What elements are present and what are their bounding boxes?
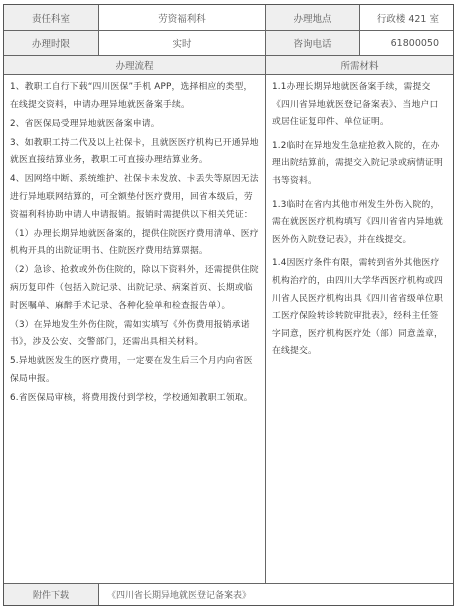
download-label: 附件下载 — [4, 584, 98, 605]
process-item: 4、因网络中断、系统维护、社保卡未发放、卡丢失等原因无法进行异地联网结算的，可全额垫付医疗费用，回省本级后，劳资福利科协助申请人申请报销。报销时需提供以下相关凭证： — [10, 174, 259, 220]
process-item: 5.异地就医发生的医疗费用，一定要在发生后三个月内向省医保局申报。 — [10, 356, 253, 384]
office-value: 劳资福利科 — [98, 5, 265, 30]
materials-title: 所需材料 — [265, 56, 453, 74]
content-row — [4, 75, 453, 584]
process-item: 6.省医保局审核，将费用拨付到学校，学校通知教职工领取。 — [10, 393, 253, 404]
download-link[interactable]: 《四川省长期异地就医登记备案表》 — [98, 584, 453, 605]
process-item: 2、省医保局受理异地就医备案申请。 — [10, 118, 160, 129]
service-guide-table — [3, 4, 454, 606]
material-item: 1.4因医疗条件有限，需转到省外其他医疗机构治疗的，由四川大学华西医疗机构或四川省人民医疗机构出具《四川省省级单位职工医疗保险转诊转院审批表》，经科主任签字同意，医疗机构医疗处（部）同意盖章，在线提交。 — [272, 258, 443, 357]
process-list — [4, 75, 265, 583]
location-label: 办理地点 — [265, 5, 359, 30]
process-title: 办理流程 — [4, 56, 265, 74]
office-label: 责任科室 — [4, 5, 98, 30]
process-item: （1）办理长期异地就医备案的，提供住院医疗费用清单、医疗机构开具的出院证明书、住院医疗费用结算票据。 — [10, 228, 259, 257]
section-title-row — [4, 56, 453, 75]
materials-list — [265, 75, 453, 583]
phone-label: 咨询电话 — [265, 31, 359, 55]
process-item: 1、教职工自行下载“四川医保”手机 APP，选择相应的类型，在线提交资料，申请办理异地就医备案手续。 — [10, 82, 253, 110]
process-item: 3、如教职工持二代及以上社保卡，且就医医疗机构已开通异地就医直接结算业务，教职工可直接办理结算业务。 — [10, 137, 259, 166]
process-item: （2）急诊、抢救或外伤住院的，除以下资料外，还需提供住院病历复印件（包括入院记录、出院记录、病案首页、长期或临时医嘱单、麻醉手术记录、各种化验单和检查报告单）。 — [10, 265, 259, 311]
attachment-row — [4, 584, 453, 605]
material-item: 1.3临时在省内其他市州发生外伤入院的，需在就医医疗机构填写《四川省省内异地就医外伤入院登记表》，并在线提交。 — [272, 199, 443, 245]
phone-value: 61800050 — [359, 31, 453, 55]
process-item: （3）在异地发生外伤住院，需如实填写《外伤费用报销承诺书》，涉及公安、交警部门，还需出具相关材料。 — [10, 319, 250, 348]
header-row-office — [4, 5, 453, 31]
material-item: 1.2临时在异地发生急症抢救入院的，在办理出院结算前，需提交入院记录或病情证明书等资料。 — [272, 140, 443, 186]
location-value: 行政楼 421 室 — [359, 5, 453, 30]
header-row-time — [4, 31, 453, 56]
time-label: 办理时限 — [4, 31, 98, 55]
material-item: 1.1办理长期异地就医备案手续，需提交《四川省异地就医登记备案表》、当地户口或居住证复印件、单位证明。 — [272, 82, 439, 128]
time-value: 实时 — [98, 31, 265, 55]
